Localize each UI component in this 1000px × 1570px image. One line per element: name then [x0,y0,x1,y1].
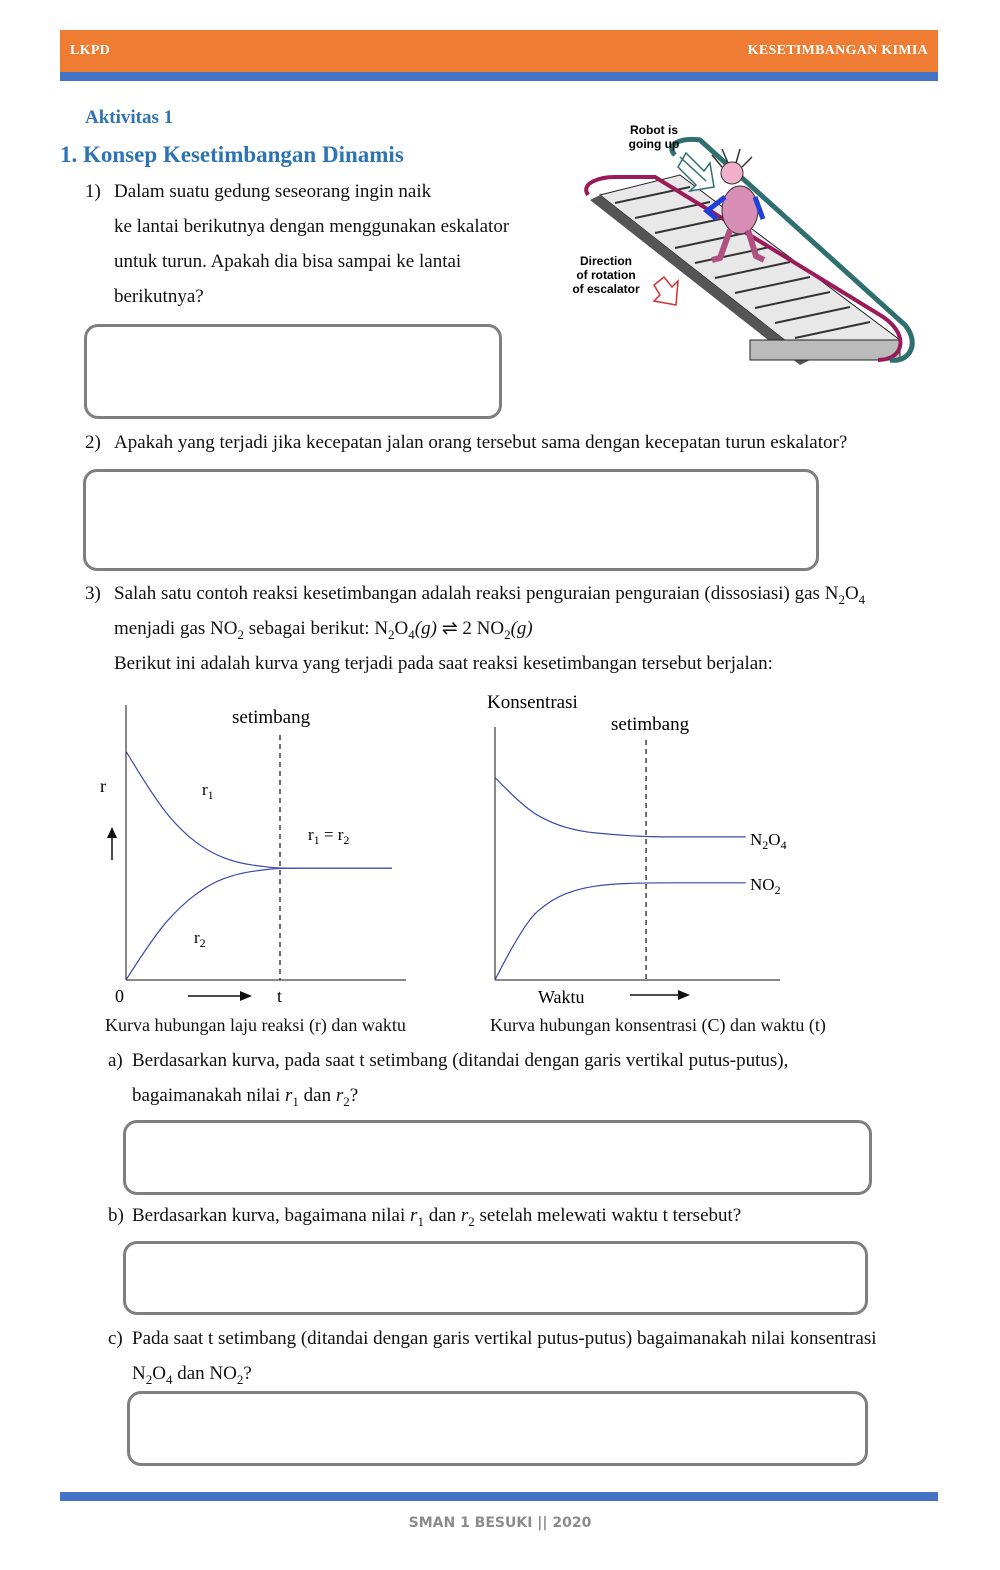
header-left: LKPD [70,43,111,58]
qc-line1: Pada saat t setimbang (ditandai dengan garis vertikal putus-putus) bagaimanakah nilai konsentrasi [132,1328,877,1349]
series-line-n2o4 [495,778,746,837]
qc-and: dan [177,1363,205,1384]
q3-line2b: sebagai berikut: [248,618,370,639]
equilibrium-arrow: ⇌ [441,618,458,639]
page-footer: SMAN 1 BESUKI || 2020 [408,1515,592,1531]
qb-text [132,1204,741,1234]
header-right: KESETIMBANGAN KIMIA [747,43,928,58]
q3-line1: Salah satu contoh reaksi kesetimbangan adalah reaksi penguraian penguraian (dissosiasi) gas [114,583,820,604]
qa-line2 [132,1084,358,1114]
footer-rule [60,1492,938,1501]
reaction-equation: $N_2O_4(g)$ ⇌ 2 $NO_2(g)$ [374,618,533,642]
chart2-caption: Kurva hubungan konsentrasi (C) dan waktu (t) [490,1015,826,1035]
arrow-down-icon [654,277,678,305]
qa-label: a) [108,1050,123,1071]
robot-label: Robot is [630,123,678,137]
no2-formula: $NO_2$ [209,1363,244,1387]
q3-line2: menjadi gas [114,618,206,639]
series-label-r2: $r_2$ [194,928,206,950]
chart1-caption: Kurva hubungan laju reaksi (r) dan waktu [105,1015,406,1035]
no2-formula: $NO_2$ [210,618,244,642]
qb-pre: Berdasarkan kurva, bagaimana nilai [132,1205,406,1226]
chart-title: setimbang [611,714,690,735]
direction-label: Direction [579,254,633,268]
qc-line2 [132,1362,252,1392]
q1-number: 1) [85,181,101,202]
q3-line3: Berikut ini adalah kurva yang terjadi pada saat reaksi kesetimbangan tersebut berjalan: [114,653,773,674]
qb-post: setelah melewati waktu t tersebut? [479,1205,742,1226]
qa-text: bagaimanakah nilai [132,1085,281,1106]
qc-end: ? [243,1363,252,1384]
r2-subscript: 2 [343,1093,350,1109]
answer-box-q1[interactable] [84,324,502,419]
series-label-no2: $NO_2$ [750,875,781,897]
r2-subscript: 2 [468,1213,475,1229]
q1-line: Dalam suatu gedung seseorang ingin naik [114,181,432,202]
state-symbol: (g) [510,618,533,639]
r2-symbol: r [460,1205,469,1226]
y-label: Konsentrasi [487,692,578,713]
y-arrow-head-icon [107,827,117,838]
activity-label: Aktivitas 1 [85,107,174,128]
q1-line: berikutnya? [114,286,204,307]
series-line-r2 [126,868,392,980]
direction-label: of rotation [576,268,636,282]
y-label: r [100,776,106,796]
series-label-n2o4: $N_2O_4$ [750,830,787,852]
page-header [60,30,938,72]
q1-line: untuk turun. Apakah dia bisa sampai ke lantai [114,251,462,272]
r2-symbol: r [335,1085,344,1106]
x-label: t [277,986,283,1006]
origin-label: 0 [115,986,124,1006]
qa-line1: Berdasarkan kurva, pada saat t setimbang (ditandai dengan garis vertikal putus-putus), [132,1050,789,1071]
r1-subscript: 1 [292,1093,299,1109]
n2o4-formula: $N_2O_4$ [824,583,866,607]
answer-box-qc[interactable] [127,1391,868,1466]
qc-label: c) [108,1328,123,1349]
answer-box-qa[interactable] [123,1120,872,1195]
x-label: Waktu [538,987,585,1007]
rate-chart [90,695,420,1015]
answer-box-qb[interactable] [123,1241,868,1315]
robot-label: going up [628,137,680,151]
x-arrow-head-icon [678,990,690,1000]
series-label-r1: $r_1$ [202,780,214,802]
q3-reaction-line [114,617,533,647]
state-symbol: (g) [414,618,437,639]
q3-text [114,582,865,612]
answer-box-q2[interactable] [83,469,819,571]
r1-symbol: r [285,1085,293,1106]
chart-title: setimbang [232,707,311,728]
r1-subscript: 1 [417,1213,424,1229]
coefficient: 2 [462,618,472,639]
section-title: 1. Konsep Kesetimbangan Dinamis [60,142,404,167]
r1-symbol: r [410,1205,418,1226]
series-line-r1 [126,751,392,868]
direction-label: of escalator [572,282,640,296]
qb-and: dan [428,1205,457,1226]
qa-end: ? [349,1085,359,1106]
qb-label: b) [108,1205,124,1226]
equal-label: $r_1 = r_2$ [308,825,350,847]
series-line-no2 [495,883,746,980]
escalator-illustration [560,115,920,375]
q2-number: 2) [85,432,101,453]
header-rule [60,72,938,81]
q2-text: Apakah yang terjadi jika kecepatan jalan orang tersebut sama dengan kecepatan turun eskalator? [114,432,848,453]
concentration-chart [480,685,820,1015]
q1-line: ke lantai berikutnya dengan menggunakan eskalator [114,216,510,237]
n2o4-formula: $N_2O_4$ [132,1363,173,1387]
x-arrow-head-icon [240,991,252,1001]
q3-number: 3) [85,583,101,604]
qa-and: dan [303,1085,332,1106]
